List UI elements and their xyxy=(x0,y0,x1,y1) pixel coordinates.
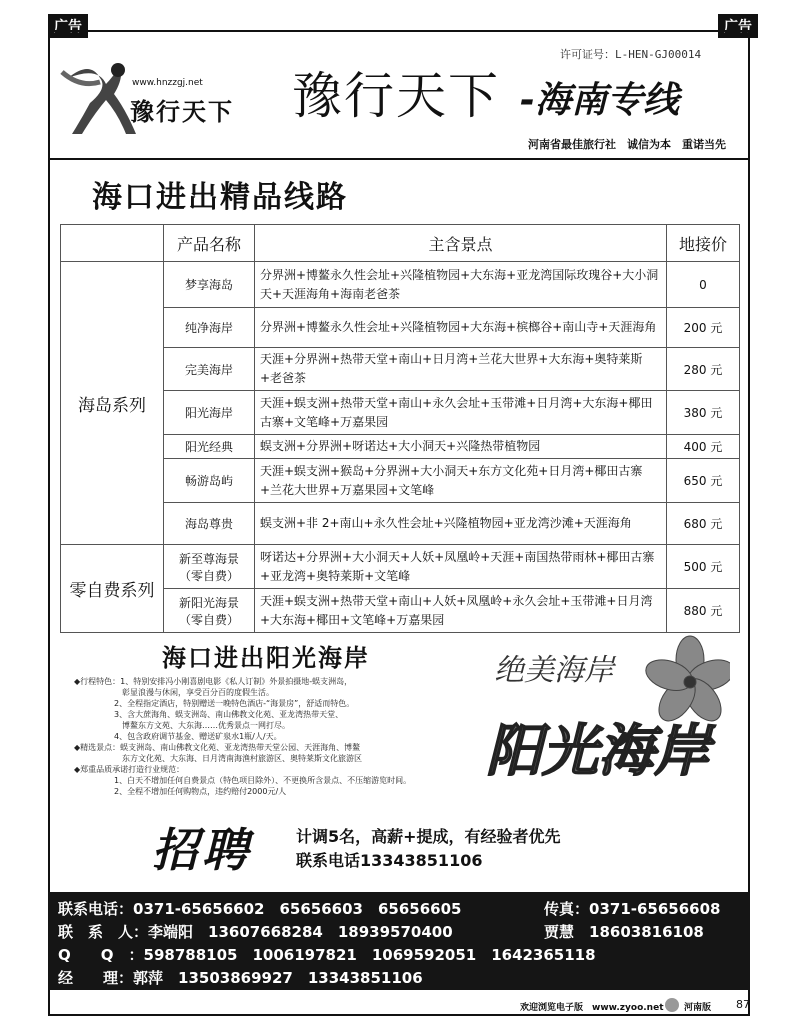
product-spots: 呀诺达+分界洲+大小洞天+人妖+凤凰岭+天涯+南国热带雨林+椰田古寨+亚龙湾+奥特莱斯+文笔峰 xyxy=(255,545,667,589)
product-spots: 蜈支洲+非 2+南山+永久性会址+兴隆植物园+亚龙湾沙滩+天涯海角 xyxy=(255,503,667,545)
page-number: 87 xyxy=(736,998,750,1011)
product-name: 纯净海岸 xyxy=(164,308,255,348)
product-name: 阳光海岸 xyxy=(164,391,255,435)
product-spots: 蜈支洲+分界洲+呀诺达+大小洞天+兴隆热带植物园 xyxy=(255,435,667,459)
header-product-name: 产品名称 xyxy=(164,225,255,262)
brand-subtitle: -海南专线 xyxy=(520,80,679,121)
section-title-sunshine: 海口进出阳光海岸 xyxy=(162,644,370,672)
feature-line: 2、全程指定酒店，特别赠送一晚特色酒店-“海景房”，舒适而特色。 xyxy=(74,699,355,708)
product-spots: 天涯+分界洲+热带天堂+南山+日月湾+兰花大世界+大东海+奥特莱斯+老爸茶 xyxy=(255,348,667,391)
product-price: 880 元 xyxy=(667,589,740,633)
brand-title: 豫行天下 xyxy=(292,67,500,125)
table-header-row xyxy=(61,225,740,262)
qq-label: Q Q ： xyxy=(58,946,144,964)
art-text-main: 阳光海岸 xyxy=(486,719,710,784)
person-contact: 李端阳 13607668284 18939570400 xyxy=(148,923,453,941)
product-price: 380 元 xyxy=(667,391,740,435)
product-name: 完美海岸 xyxy=(164,348,255,391)
fax-label: 传真： xyxy=(544,900,590,918)
fax-number: 0371-65656608 xyxy=(589,900,721,918)
product-price: 500 元 xyxy=(667,545,740,589)
header-divider xyxy=(48,158,750,160)
itinerary-features xyxy=(74,676,494,797)
feature-line: 2、全程不增加任何购物点，违约赔付2000元/人 xyxy=(74,787,287,796)
product-name-note: （零自费） xyxy=(178,568,239,583)
product-price: 280 元 xyxy=(667,348,740,391)
contact-row-person xyxy=(58,921,740,944)
product-price: 0 xyxy=(667,262,740,308)
license-number: 许可证号：L-HEN-GJ00014 xyxy=(560,48,702,61)
header-cell-empty xyxy=(61,225,164,262)
product-price: 200 元 xyxy=(667,308,740,348)
series-label: 海岛系列 xyxy=(61,262,164,545)
feature-line: 博鳌东方文苑、大东海……优秀景点一网打尽。 xyxy=(74,721,290,730)
header-price: 地接价 xyxy=(667,225,740,262)
hiring-title: 招聘 xyxy=(152,823,252,877)
contact-row-manager xyxy=(58,967,740,990)
product-spots: 分界洲+博鳌永久性会址+兴隆植物园+大东海+槟榔谷+南山寺+天涯海角 xyxy=(255,308,667,348)
tagline: 河南省最佳旅行社 诚信为本 重诺当先 xyxy=(528,138,726,151)
feature-line: 彰显浪漫与休闲，享受百分百的度假生活。 xyxy=(74,688,274,697)
manager-label: 经 理： xyxy=(58,969,134,987)
product-spots: 天涯+蜈支洲+猴岛+分界洲+大小洞天+东方文化苑+日月湾+椰田古寨+兰花大世界+万嘉果园+文笔峰 xyxy=(255,459,667,503)
product-price: 400 元 xyxy=(667,435,740,459)
feature-line: ◆郑重品质承诺打造行业规范： xyxy=(74,765,185,774)
product-name-note: （零自费） xyxy=(178,612,239,627)
header-attractions: 主含景点 xyxy=(255,225,667,262)
footer-edition: 河南版 xyxy=(684,1003,712,1013)
footer-site: 欢迎浏览电子版 www.zyoo.net xyxy=(520,1003,664,1013)
product-price: 680 元 xyxy=(667,503,740,545)
art-text-top: 绝美海岸 xyxy=(494,653,614,688)
hiring-phone: 联系电话13343851106 xyxy=(296,851,483,870)
series-label: 零自费系列 xyxy=(61,545,164,633)
product-spots: 天涯+蜈支洲+热带天堂+南山+永久会址+玉带滩+日月湾+大东海+椰田古寨+文笔峰+万嘉果园 xyxy=(255,391,667,435)
feature-line: ◆精选景点：蜈支洲岛、南山佛教文化苑、亚龙湾热带天堂公园、天涯海角、博鳌 xyxy=(74,743,361,752)
flower-icon xyxy=(642,636,730,727)
product-name-cell xyxy=(164,589,255,633)
section-title-routes: 海口进出精品线路 xyxy=(92,180,348,215)
routes-table xyxy=(60,224,740,633)
feature-line: 3、含大蔗海角、蜈支洲岛、南山佛教文化苑、亚龙湾热带天堂、 xyxy=(74,710,344,719)
product-name: 阳光经典 xyxy=(164,435,255,459)
sunshine-coast-art xyxy=(480,630,730,800)
product-name: 海岛尊贵 xyxy=(164,503,255,545)
phone-label: 联系电话： xyxy=(58,900,134,918)
site-logo-icon xyxy=(664,997,680,1013)
contact-row-qq xyxy=(58,944,740,967)
phone-numbers: 0371-65656602 65656603 65656605 xyxy=(133,900,462,918)
table-row xyxy=(61,545,740,589)
feature-line: 1、白天不增加任何自费景点（特色项目除外）、不更换所含景点、不压缩游览时间。 xyxy=(74,776,412,785)
hiring-details: 计调5名，高薪+提成，有经验者优先 xyxy=(296,827,561,846)
product-spots: 天涯+蜈支洲+热带天堂+南山+人妖+凤凰岭+永久会址+玉带滩+日月湾+大东海+椰田+文笔峰+万嘉果园 xyxy=(255,589,667,633)
person2-phone: 18603816108 xyxy=(589,923,704,941)
logo-url: www.hnzzgj.net xyxy=(132,78,203,88)
feature-line: 东方文化苑、大东海、日月湾南海渔村旅游区、奥特莱斯文化旅游区 xyxy=(74,754,362,763)
product-name-cell xyxy=(164,545,255,589)
product-name: 新至尊海景 xyxy=(178,551,239,566)
product-name: 梦享海岛 xyxy=(164,262,255,308)
product-spots: 分界洲+博鳌永久性会址+兴隆植物园+大东海+亚龙湾国际玫瑰谷+大小洞天+天涯海角+海南老爸茶 xyxy=(255,262,667,308)
manager-contact: 郭萍 13503869927 13343851106 xyxy=(133,969,423,987)
logo-text: 豫行天下 xyxy=(130,97,234,126)
person-label: 联 系 人： xyxy=(58,923,149,941)
product-name: 新阳光海景 xyxy=(178,595,239,610)
contact-row-phone xyxy=(58,898,740,921)
qq-numbers: 598788105 1006197821 1069592051 1642365118 xyxy=(143,946,596,964)
ad-label-left: 广告 xyxy=(48,14,88,38)
ad-label-right: 广告 xyxy=(718,14,758,38)
feature-line: 4、包含政府调节基金、赠送矿泉水1瓶/人/天。 xyxy=(74,732,282,741)
feature-line: ◆行程特色：1、特别安排冯小刚喜剧电影《私人订制》外景拍摄地-蜈支洲岛， xyxy=(74,677,353,686)
person2-name: 贾慧 xyxy=(544,923,575,941)
product-price: 650 元 xyxy=(667,459,740,503)
table-row xyxy=(61,262,740,308)
contact-block xyxy=(48,892,750,990)
product-name: 畅游岛屿 xyxy=(164,459,255,503)
